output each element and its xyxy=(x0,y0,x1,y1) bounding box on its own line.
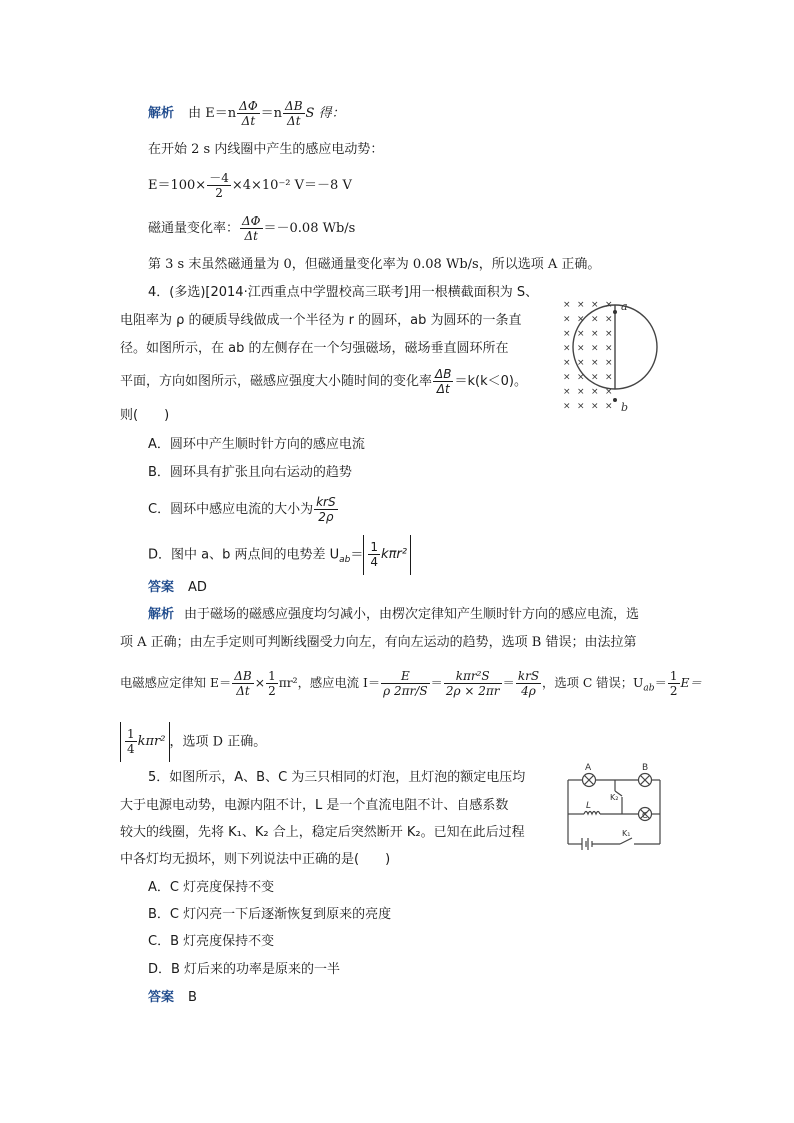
magnetic-field-cross: × xyxy=(563,401,571,412)
magnetic-field-cross: × xyxy=(577,343,585,354)
fraction: $\frac{1}{2}$ xyxy=(669,669,678,698)
fig-label-b: b xyxy=(621,401,629,414)
magnetic-field-cross: × xyxy=(605,314,613,325)
absolute-value: $\frac{1}{4}$ kπr² xyxy=(120,722,170,762)
magnetic-field-cross: × xyxy=(591,387,599,397)
magnetic-field-cross: × xyxy=(591,314,599,325)
solution4-line2: 项 A 正确；由左手定则可判断线圈受力向左，有向左运动的趋势，选项 B 错误；由法拉第 xyxy=(120,635,637,650)
q4-line2: 电阻率为 ρ 的硬质导线做成一个半径为 r 的圆环，ab 为圆环的一条直 xyxy=(120,313,522,328)
magnetic-field-cross: × xyxy=(563,358,571,368)
fig-label-a: a xyxy=(621,300,628,313)
q5-option-a: A．C 灯亮度保持不变 xyxy=(148,880,275,895)
q4-figure-ring-magnetic-field xyxy=(553,285,663,420)
fig-lamp-c: C xyxy=(642,811,648,820)
solution1-line3: E＝100× $\frac{-4}{2}$ ×4×10⁻² V＝－8 V xyxy=(148,171,352,200)
magnetic-field-cross: × xyxy=(591,329,599,339)
q4-line1: 4．(多选)[2014·江西重点中学盟校高三联考]用一根横截面积为 S、 xyxy=(148,285,539,300)
fraction: $\frac{\Delta B}{\Delta t}$ xyxy=(435,367,452,396)
magnetic-field-cross: × xyxy=(563,314,571,325)
fig-switch-k2: K₂ xyxy=(610,793,619,802)
magnetic-field-cross: × xyxy=(605,329,613,339)
q5-line3: 较大的线圈，先将 K₁、K₂ 合上，稳定后突然断开 K₂。已知在此后过程 xyxy=(120,825,525,840)
solution1-line1: 解析 由 E＝n $\frac{\Delta\Phi}{\Delta t}$ ＝n $\frac{\Delta B}{\Delta t}$ S 得： xyxy=(148,99,345,128)
magnetic-field-cross: × xyxy=(591,300,599,310)
q4-option-b: B．圆环具有扩张且向右运动的趋势 xyxy=(148,465,352,480)
solution1-line2: 在开始 2 s 内线圈中产生的感应电动势： xyxy=(148,142,384,157)
q5-line1: 5．如图所示，A、B、C 为三只相同的灯泡，且灯泡的额定电压均 xyxy=(148,770,526,785)
solution4-line4: $\frac{1}{4}$ kπr² ，选项 D 正确。 xyxy=(120,722,266,762)
q5-option-d: D．B 灯后来的功率是原来的一半 xyxy=(148,962,341,977)
fraction: $\frac{\text{kπr²S}}{2\rho \times 2\pi r}$ xyxy=(445,669,500,698)
q5-option-b: B．C 灯闪亮一下后逐渐恢复到原来的亮度 xyxy=(148,907,392,922)
fraction: $\frac{1}{4}$ xyxy=(370,540,379,569)
magnetic-field-cross: × xyxy=(563,387,571,397)
magnetic-field-cross: × xyxy=(605,343,613,354)
fraction: $\frac{\Delta B}{\Delta t}$ xyxy=(234,669,252,698)
q5-option-c: C．B 灯亮度保持不变 xyxy=(148,934,275,949)
magnetic-field-cross: × xyxy=(563,343,571,354)
magnetic-field-cross: × xyxy=(591,343,599,354)
q4-option-d: D．图中 a、b 两点间的电势差 $U_{ab}=$ $\frac{1}{4}$ kπr² xyxy=(148,535,411,575)
magnetic-field-cross: × xyxy=(577,300,585,310)
fraction: $\frac{\Delta\Phi}{\Delta t}$ xyxy=(239,99,258,128)
magnetic-field-cross: × xyxy=(577,329,585,339)
solution4-label: 解析 xyxy=(148,607,175,622)
q5-figure-circuit xyxy=(560,758,668,858)
q4-line5: 则( ) xyxy=(120,408,170,423)
magnetic-field-cross: × xyxy=(605,372,613,383)
q5-line4: 中各灯均无损坏，则下列说法中正确的是( ) xyxy=(120,852,391,867)
fig-switch-k1: K₁ xyxy=(622,829,631,838)
solution4-line3: 电磁感应定律知 E＝ $\frac{\Delta B}{\Delta t}$ × $\frac{1}{2}$ πr²，感应电流 I＝ $\frac{E}{\rho 2\pi r/S}$ ＝ $\frac{\text{kπr²S}}{2\rho \times 2\pi r}$ ＝ $\frac{\text{krS}}{4\rho}$ ，选项 C 错误；$U_{ab}=$ $\frac{1}{2}$ E＝ xyxy=(120,669,702,698)
magnetic-field-cross: × xyxy=(563,329,571,339)
q5-line2: 大于电源电动势，电源内阻不计，L 是一个直流电阻不计、自感系数 xyxy=(120,798,509,813)
fraction: $\frac{-4}{2}$ xyxy=(209,171,229,200)
magnetic-field-cross: × xyxy=(591,358,599,368)
solution1-line4: 磁通量变化率： $\frac{\Delta\Phi}{\Delta t}$ ＝－0.08 Wb/s xyxy=(148,214,356,243)
fraction: $\frac{1}{2}$ xyxy=(268,669,276,698)
answer-label: 答案 xyxy=(148,990,175,1005)
magnetic-field-cross: × xyxy=(577,314,585,325)
magnetic-field-cross: × xyxy=(605,358,613,368)
fraction: $\frac{\text{krS}}{2\rho}$ xyxy=(316,495,336,524)
q4-line4: 平面，方向如图所示，磁感应强度大小随时间的变化率 $\frac{\Delta B}{\Delta t}$ ＝k(k＜0)。 xyxy=(120,367,527,396)
fraction: $\frac{\Delta B}{\Delta t}$ xyxy=(285,99,303,128)
q4-line3: 径。如图所示，在 ab 的左侧存在一个匀强磁场，磁场垂直圆环所在 xyxy=(120,341,509,356)
q4-option-a: A．圆环中产生顺时针方向的感应电流 xyxy=(148,437,365,452)
absolute-value: $\frac{1}{4}$ kπr² xyxy=(363,535,411,575)
solution1-line5: 第 3 s 末虽然磁通量为 0，但磁通量变化率为 0.08 Wb/s，所以选项 A 正确。 xyxy=(148,257,601,272)
fraction: $\frac{1}{4}$ xyxy=(127,727,135,756)
fraction: $\frac{E}{\rho 2\pi r/S}$ xyxy=(383,669,428,698)
magnetic-field-cross: × xyxy=(577,401,585,412)
magnetic-field-cross: × xyxy=(577,372,585,383)
fraction: $\frac{\Delta\Phi}{\Delta t}$ xyxy=(242,214,261,243)
magnetic-field-cross: × xyxy=(577,387,585,397)
magnetic-field-cross: × xyxy=(577,358,585,368)
solution4-line1: 解析 由于磁场的磁感应强度均匀减小，由楞次定律知产生顺时针方向的感应电流，选 xyxy=(148,607,640,622)
magnetic-field-cross: × xyxy=(605,401,613,412)
q4-option-c: C．圆环中感应电流的大小为 $\frac{\text{krS}}{2\rho}$ xyxy=(148,495,336,524)
q4-answer: 答案 AD xyxy=(148,580,207,595)
magnetic-field-cross: × xyxy=(563,300,571,310)
fig-lamp-b: B xyxy=(642,763,649,773)
q5-answer: 答案 B xyxy=(148,990,197,1005)
magnetic-field-cross: × xyxy=(591,401,599,412)
solution1-label: 解析 xyxy=(148,106,175,121)
fig-coil-l: L xyxy=(586,801,592,811)
magnetic-field-cross: × xyxy=(591,372,599,383)
fig-lamp-a: A xyxy=(585,763,592,773)
magnetic-field-cross: × xyxy=(563,372,571,383)
answer-label: 答案 xyxy=(148,580,175,595)
fraction: $\frac{\text{krS}}{4\rho}$ xyxy=(517,669,540,698)
magnetic-field-cross: × xyxy=(605,387,613,397)
magnetic-field-cross: × xyxy=(605,300,613,310)
